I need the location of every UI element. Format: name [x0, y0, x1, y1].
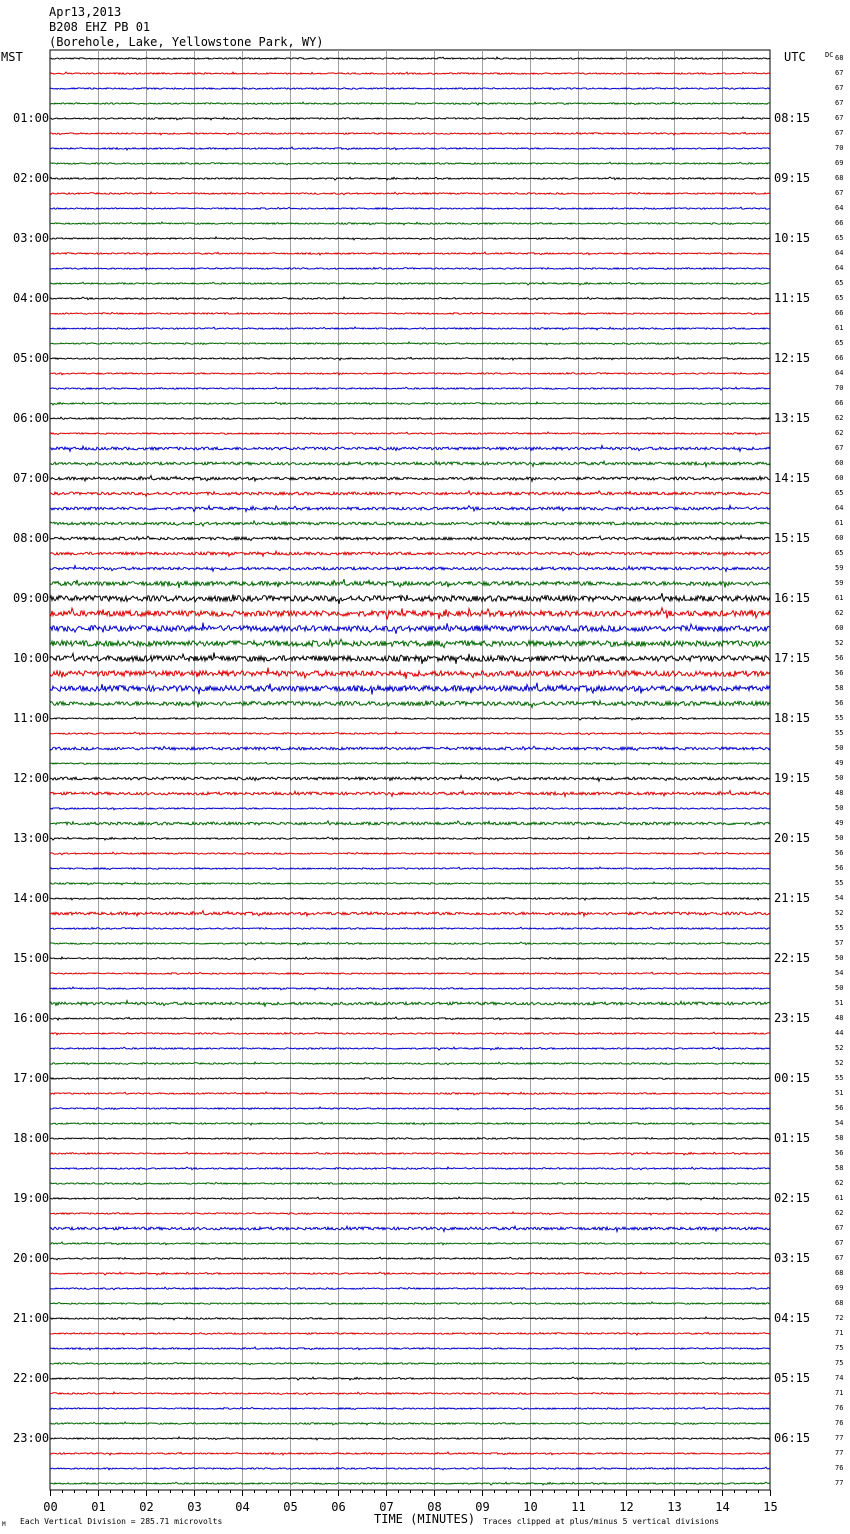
mst-hour-label: 07:00 — [13, 471, 50, 485]
x-tick-label: 07 — [379, 1500, 394, 1514]
dc-offset-value: 75 — [835, 1359, 844, 1367]
trace-line — [50, 117, 770, 120]
trace-line — [50, 1392, 770, 1395]
trace-line — [50, 551, 770, 556]
dc-offset-value: 60 — [835, 534, 844, 542]
dc-offset-value: 61 — [835, 594, 844, 602]
utc-hour-labels — [774, 111, 810, 1445]
dc-offset-value: 67 — [835, 1224, 844, 1232]
trace-line — [50, 1047, 770, 1050]
trace-line — [50, 72, 770, 74]
dc-offset-value: 65 — [835, 489, 844, 497]
trace-line — [50, 1077, 770, 1079]
clip-note: Traces clipped at plus/minus 5 vertical divisions — [483, 1517, 720, 1526]
dc-offset-value: 69 — [835, 1284, 844, 1292]
dc-offset-value: 67 — [835, 444, 844, 452]
x-tick-label: 03 — [187, 1500, 202, 1514]
dc-offset-value: 68 — [835, 1269, 844, 1277]
dc-offset-value: 61 — [835, 1194, 844, 1202]
trace-line — [50, 1332, 770, 1335]
trace-line — [50, 297, 770, 300]
mst-hour-label: 18:00 — [13, 1131, 50, 1145]
trace-line — [50, 668, 770, 679]
trace-line — [50, 1377, 770, 1380]
mst-hour-label: 02:00 — [13, 171, 50, 185]
utc-hour-label: 06:15 — [774, 1431, 811, 1445]
dc-offset-value: 70 — [835, 384, 844, 392]
trace-line — [50, 88, 770, 90]
trace-line — [50, 147, 770, 150]
mst-hour-label: 09:00 — [13, 591, 50, 605]
trace-line — [50, 732, 770, 735]
trace-line — [50, 536, 770, 541]
trace-line — [50, 132, 770, 135]
trace-group — [50, 57, 770, 1485]
utc-hour-label: 17:15 — [774, 651, 811, 665]
trace-line — [50, 608, 770, 620]
trace-line — [50, 1272, 770, 1275]
dc-offset-value: 52 — [835, 1044, 844, 1052]
dc-offset-value: 67 — [835, 1239, 844, 1247]
x-tick-label: 11 — [571, 1500, 586, 1514]
dc-offset-value: 77 — [835, 1449, 844, 1457]
dc-offset-value: 56 — [835, 654, 844, 662]
mst-hour-label: 16:00 — [13, 1011, 50, 1025]
dc-offset-value: 56 — [835, 849, 844, 857]
utc-hour-label: 12:15 — [774, 351, 811, 365]
trace-line — [50, 461, 770, 466]
trace-line — [50, 1226, 770, 1231]
trace-line — [50, 867, 770, 870]
dc-offset-value: 66 — [835, 399, 844, 407]
scale-note: Each Vertical Division = 285.71 microvolts — [20, 1517, 223, 1526]
trace-line — [50, 1001, 770, 1007]
dc-offset-value: 56 — [835, 699, 844, 707]
dc-offset-value: 76 — [835, 1464, 844, 1472]
trace-line — [50, 1257, 770, 1260]
dc-offset-value: 56 — [835, 1149, 844, 1157]
dc-offset-value: 65 — [835, 339, 844, 347]
utc-hour-label: 16:15 — [774, 591, 811, 605]
trace-line — [50, 808, 770, 810]
x-tick-label: 12 — [619, 1500, 634, 1514]
x-tick-label: 06 — [331, 1500, 346, 1514]
dc-offset-value: 65 — [835, 294, 844, 302]
trace-line — [50, 653, 770, 664]
utc-hour-label: 15:15 — [774, 531, 811, 545]
dc-offset-value: 64 — [835, 504, 844, 512]
trace-line — [50, 1437, 770, 1440]
x-tick-label: 13 — [667, 1500, 682, 1514]
mst-hour-label: 10:00 — [13, 651, 50, 665]
trace-line — [50, 821, 770, 825]
dc-offset-value: 54 — [835, 894, 844, 902]
dc-offset-value: 49 — [835, 759, 844, 767]
utc-hour-label: 03:15 — [774, 1251, 811, 1265]
dc-offset-value: 56 — [835, 669, 844, 677]
dc-offset-value: 50 — [835, 774, 844, 782]
trace-line — [50, 1107, 770, 1110]
utc-hour-label: 09:15 — [774, 171, 811, 185]
trace-line — [50, 1032, 770, 1035]
dc-offset-value: 77 — [835, 1479, 844, 1487]
mst-hour-label: 22:00 — [13, 1371, 50, 1385]
trace-line — [50, 911, 770, 917]
x-axis-title: TIME (MINUTES) — [374, 1512, 476, 1526]
trace-line — [50, 207, 770, 209]
mst-hour-label: 11:00 — [13, 711, 50, 725]
utc-hour-label: 21:15 — [774, 891, 811, 905]
trace-line — [50, 491, 770, 496]
x-axis-ticks — [43, 1490, 777, 1514]
trace-line — [50, 717, 770, 720]
trace-line — [50, 282, 770, 285]
trace-line — [50, 897, 770, 900]
dc-offset-value: 64 — [835, 264, 844, 272]
dc-offset-value: 60 — [835, 474, 844, 482]
dc-offset-value: 49 — [835, 819, 844, 827]
dc-offset-value: 55 — [835, 924, 844, 932]
dc-offset-value: 52 — [835, 1059, 844, 1067]
dc-offset-value: 69 — [835, 159, 844, 167]
dc-offset-value: 50 — [835, 984, 844, 992]
header-date: Apr13,2013 — [49, 5, 122, 19]
dc-offset-value: 67 — [835, 129, 844, 137]
dc-offset-value: 56 — [835, 1104, 844, 1112]
dc-offset-value: 58 — [835, 1134, 844, 1142]
trace-line — [50, 683, 770, 695]
utc-hour-label: 22:15 — [774, 951, 811, 965]
mst-hour-label: 03:00 — [13, 231, 50, 245]
dc-offset-value: 64 — [835, 204, 844, 212]
dc-offset-value: 67 — [835, 1254, 844, 1262]
dc-offset-value: 50 — [835, 744, 844, 752]
trace-line — [50, 521, 770, 526]
x-tick-label: 02 — [139, 1500, 154, 1514]
dc-offset-value: 51 — [835, 1089, 844, 1097]
dc-offset-value: 66 — [835, 309, 844, 317]
trace-line — [50, 882, 770, 885]
x-tick-label: 15 — [763, 1500, 778, 1514]
utc-hour-label: 01:15 — [774, 1131, 811, 1145]
utc-hour-label: 14:15 — [774, 471, 811, 485]
dc-offset-value: 61 — [835, 324, 844, 332]
trace-line — [50, 327, 770, 330]
trace-line — [50, 506, 770, 512]
dc-offset-value: 64 — [835, 249, 844, 257]
dc-offset-value: 68 — [835, 1299, 844, 1307]
utc-hour-label: 18:15 — [774, 711, 811, 725]
x-tick-label: 00 — [43, 1500, 58, 1514]
dc-offset-value: 59 — [835, 564, 844, 572]
trace-line — [50, 432, 770, 435]
dc-offset-value: 54 — [835, 969, 844, 977]
trace-line — [50, 987, 770, 990]
dc-offset-value: 71 — [835, 1389, 844, 1397]
dc-offset-value: 67 — [835, 114, 844, 122]
trace-line — [50, 1212, 770, 1215]
utc-hour-label: 11:15 — [774, 291, 811, 305]
dc-offset-value: 66 — [835, 219, 844, 227]
dc-offset-value: 48 — [835, 789, 844, 797]
trace-line — [50, 1017, 770, 1020]
dc-offset-value: 74 — [835, 1374, 844, 1382]
trace-line — [50, 387, 770, 390]
trace-line — [50, 357, 770, 360]
mst-hour-label: 23:00 — [13, 1431, 50, 1445]
dc-offset-value: 65 — [835, 549, 844, 557]
trace-line — [50, 579, 770, 588]
trace-line — [50, 746, 770, 750]
mst-hour-label: 01:00 — [13, 111, 50, 125]
trace-line — [50, 402, 770, 405]
x-tick-label: 04 — [235, 1500, 250, 1514]
trace-line — [50, 1167, 770, 1170]
trace-line — [50, 222, 770, 225]
dc-offset-value: 71 — [835, 1329, 844, 1337]
trace-line — [50, 1452, 770, 1455]
utc-hour-label: 05:15 — [774, 1371, 811, 1385]
dc-offset-value: 70 — [835, 144, 844, 152]
mst-hour-label: 12:00 — [13, 771, 50, 785]
trace-line — [50, 972, 770, 974]
dc-offset-value: 65 — [835, 279, 844, 287]
trace-line — [50, 237, 770, 240]
dc-axis-label: DC — [825, 51, 834, 59]
trace-line — [50, 791, 770, 797]
mst-hour-labels — [13, 111, 49, 1445]
trace-line — [50, 1317, 770, 1320]
dc-offset-value: 76 — [835, 1404, 844, 1412]
trace-line — [50, 252, 770, 255]
dc-offset-value: 57 — [835, 939, 844, 947]
dc-offset-value: 48 — [835, 1014, 844, 1022]
dc-offset-value: 61 — [835, 519, 844, 527]
x-tick-label: 08 — [427, 1500, 442, 1514]
trace-line — [50, 1482, 770, 1485]
dc-offset-value: 58 — [835, 1164, 844, 1172]
dc-offset-value: 50 — [835, 834, 844, 842]
trace-line — [50, 102, 770, 105]
dc-offset-value: 75 — [835, 1344, 844, 1352]
trace-line — [50, 623, 770, 634]
dc-offset-value: 50 — [835, 954, 844, 962]
x-tick-label: 09 — [475, 1500, 490, 1514]
utc-hour-label: 10:15 — [774, 231, 811, 245]
trace-line — [50, 776, 770, 782]
utc-hour-label: 00:15 — [774, 1071, 811, 1085]
dc-offset-value: 67 — [835, 189, 844, 197]
mst-hour-label: 20:00 — [13, 1251, 50, 1265]
trace-line — [50, 852, 770, 855]
dc-offset-value: 62 — [835, 1179, 844, 1187]
trace-line — [50, 1467, 770, 1470]
mst-hour-label: 15:00 — [13, 951, 50, 965]
trace-line — [50, 701, 770, 708]
trace-line — [50, 639, 770, 647]
trace-line — [50, 1138, 770, 1140]
dc-offset-value: 68 — [835, 174, 844, 182]
trace-line — [50, 1182, 770, 1184]
trace-line — [50, 1092, 770, 1095]
dc-offset-value: 67 — [835, 99, 844, 107]
dc-offset-value: 64 — [835, 369, 844, 377]
trace-line — [50, 942, 770, 945]
header-location: (Borehole, Lake, Yellowstone Park, WY) — [49, 35, 324, 49]
dc-offset-value: 66 — [835, 354, 844, 362]
dc-offset-value: 62 — [835, 1209, 844, 1217]
trace-line — [50, 1152, 770, 1155]
dc-offset-value: 60 — [835, 459, 844, 467]
dc-offset-value: 62 — [835, 609, 844, 617]
dc-offset-value: 44 — [835, 1029, 844, 1037]
corner-mark: M — [2, 1521, 6, 1528]
dc-offset-value: 54 — [835, 1119, 844, 1127]
utc-hour-label: 08:15 — [774, 111, 811, 125]
mst-hour-label: 21:00 — [13, 1311, 50, 1325]
x-tick-label: 10 — [523, 1500, 538, 1514]
trace-line — [50, 417, 770, 419]
trace-line — [50, 1062, 770, 1065]
trace-line — [50, 566, 770, 572]
dc-offset-value: 56 — [835, 864, 844, 872]
mst-hour-label: 17:00 — [13, 1071, 50, 1085]
mst-hour-label: 05:00 — [13, 351, 50, 365]
trace-line — [50, 342, 770, 345]
dc-offset-value: 52 — [835, 909, 844, 917]
dc-offset-labels — [835, 54, 843, 1487]
dc-offset-value: 77 — [835, 1434, 844, 1442]
trace-line — [50, 957, 770, 960]
header-station: B208 EHZ PB 01 — [49, 20, 151, 34]
utc-hour-label: 02:15 — [774, 1191, 811, 1205]
trace-line — [50, 476, 770, 482]
dc-offset-value: 62 — [835, 429, 844, 437]
utc-hour-label: 04:15 — [774, 1311, 811, 1325]
trace-line — [50, 1197, 770, 1200]
trace-line — [50, 268, 770, 270]
mst-hour-label: 13:00 — [13, 831, 50, 845]
mst-hour-label: 08:00 — [13, 531, 50, 545]
trace-line — [50, 1302, 770, 1305]
mst-hour-label: 04:00 — [13, 291, 50, 305]
utc-hour-label: 20:15 — [774, 831, 811, 845]
utc-hour-label: 23:15 — [774, 1011, 811, 1025]
dc-offset-value: 67 — [835, 69, 844, 77]
x-tick-label: 01 — [91, 1500, 106, 1514]
trace-line — [50, 837, 770, 840]
dc-offset-value: 55 — [835, 714, 844, 722]
trace-line — [50, 1287, 770, 1290]
dc-offset-value: 60 — [835, 624, 844, 632]
dc-offset-value: 50 — [835, 804, 844, 812]
mst-hour-label: 14:00 — [13, 891, 50, 905]
dc-offset-value: 76 — [835, 1419, 844, 1427]
dc-offset-value: 72 — [835, 1314, 844, 1322]
trace-line — [50, 927, 770, 930]
mst-axis-label: MST — [1, 50, 23, 64]
dc-offset-value: 67 — [835, 84, 844, 92]
trace-line — [50, 446, 770, 452]
trace-line — [50, 593, 770, 604]
trace-line — [50, 1362, 770, 1365]
trace-line — [50, 762, 770, 765]
x-tick-label: 05 — [283, 1500, 298, 1514]
x-tick-label: 14 — [715, 1500, 730, 1514]
dc-offset-value: 59 — [835, 579, 844, 587]
dc-offset-value: 68 — [835, 54, 844, 62]
trace-line — [50, 1407, 770, 1409]
trace-line — [50, 312, 770, 314]
dc-offset-value: 55 — [835, 729, 844, 737]
dc-offset-value: 52 — [835, 639, 844, 647]
trace-line — [50, 192, 770, 195]
utc-hour-label: 19:15 — [774, 771, 811, 785]
dc-offset-value: 55 — [835, 1074, 844, 1082]
mst-hour-label: 06:00 — [13, 411, 50, 425]
dc-offset-value: 65 — [835, 234, 844, 242]
mst-hour-label: 19:00 — [13, 1191, 50, 1205]
dc-offset-value: 58 — [835, 684, 844, 692]
trace-line — [50, 1242, 770, 1245]
trace-line — [50, 1347, 770, 1350]
trace-line — [50, 57, 770, 59]
dc-offset-value: 51 — [835, 999, 844, 1007]
utc-axis-label: UTC — [784, 50, 806, 64]
trace-line — [50, 1422, 770, 1425]
dc-offset-value: 62 — [835, 414, 844, 422]
trace-line — [50, 373, 770, 375]
trace-line — [50, 1122, 770, 1125]
trace-line — [50, 162, 770, 165]
dc-offset-value: 55 — [835, 879, 844, 887]
trace-line — [50, 177, 770, 180]
utc-hour-label: 13:15 — [774, 411, 811, 425]
